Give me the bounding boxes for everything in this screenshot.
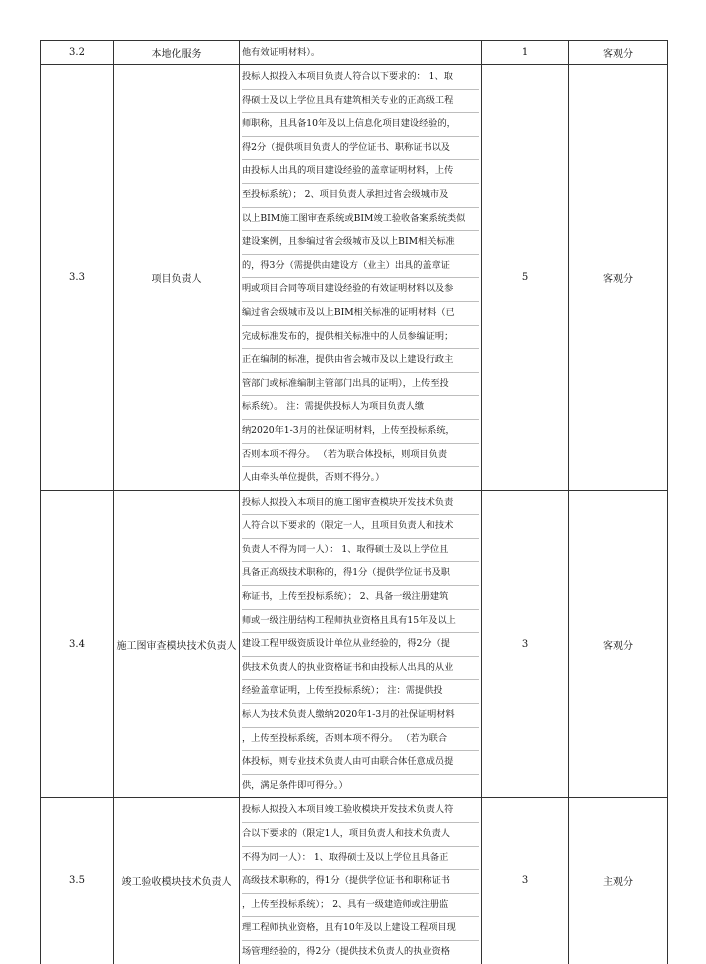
score-type: 客观分 xyxy=(569,41,668,65)
criteria-line: 不得为同一人）： 1、取得硕士及以上学位且具备正 xyxy=(242,847,479,871)
criteria-line: 场管理经验的，得2分（提供技术负责人的执业资格 xyxy=(242,945,450,957)
score-value: 3 xyxy=(482,490,569,798)
criteria-line: 师或一级注册结构工程师执业资格且具有15年及以上 xyxy=(242,610,479,634)
criteria-line: 投标人拟投入本项目的施工图审查模块开发技术负责 xyxy=(242,492,479,516)
criteria-line: 明或项目合同等项目建设经验的有效证明材料以及参 xyxy=(242,278,479,302)
table-row xyxy=(41,65,668,491)
item-number: 3.2 xyxy=(41,41,114,65)
criteria-cell xyxy=(240,798,482,964)
criteria-line: ，上传至投标系统）； 2、具有一级建造师或注册监 xyxy=(242,894,479,918)
criteria-line: 人由牵头单位提供，否则不得分。） xyxy=(242,472,385,484)
criteria-line: 投标人拟投入本项目负责人符合以下要求的： 1、取 xyxy=(242,66,479,90)
criteria-line: 合以下要求的（限定1人，项目负责人和技术负责人 xyxy=(242,823,479,847)
criteria-line: 他有效证明材料）。 xyxy=(242,47,321,58)
criteria-line: 称证书，上传至投标系统）； 2、具备一级注册建筑 xyxy=(242,586,479,610)
criteria-line: 建设案例，且参编过省会级城市及以上BIM相关标准 xyxy=(242,231,479,255)
criteria-line: 人符合以下要求的（限定一人，且项目负责人和技术 xyxy=(242,515,479,539)
item-name: 本地化服务 xyxy=(114,41,240,65)
table-row xyxy=(41,41,668,65)
criteria-line: 以上BIM施工图审查系统或BIM竣工验收备案系统类似 xyxy=(242,208,479,232)
criteria-line: 理工程师执业资格，且有10年及以上建设工程项目现 xyxy=(242,917,479,941)
item-name: 项目负责人 xyxy=(114,65,240,491)
criteria-line: 高级技术职称的，得1分（提供学位证书和职称证书 xyxy=(242,870,479,894)
criteria-line: 至投标系统）； 2、项目负责人承担过省会级城市及 xyxy=(242,184,479,208)
criteria-line: 否则本项不得分。 （若为联合体投标，则项目负责 xyxy=(242,444,479,468)
criteria-line: 供，满足条件即可得分。） xyxy=(242,779,348,791)
criteria-line: 体投标，则专业技术负责人由可由联合体任意成员提 xyxy=(242,751,479,775)
criteria-line: 管部门或标准编制主管部门出具的证明），上传至投 xyxy=(242,373,479,397)
criteria-line: 师职称，且具备10年及以上信息化项目建设经验的， xyxy=(242,113,479,137)
criteria-line: 得2分（提供项目负责人的学位证书、职称证书以及 xyxy=(242,137,479,161)
score-type: 主观分 xyxy=(569,798,668,964)
score-value: 3 xyxy=(482,798,569,964)
criteria-line: 投标人拟投入本项目竣工验收模块开发技术负责人符 xyxy=(242,799,479,823)
item-number: 3.3 xyxy=(41,65,114,491)
score-value: 1 xyxy=(482,41,569,65)
item-name: 竣工验收模块技术负责人 xyxy=(114,798,240,964)
score-value: 5 xyxy=(482,65,569,491)
criteria-line: 建设工程甲级资质设计单位从业经验的，得2分（提 xyxy=(242,633,479,657)
item-number: 3.4 xyxy=(41,490,114,798)
criteria-line: 编过省会级城市及以上BIM相关标准的证明材料（已 xyxy=(242,302,479,326)
item-name: 施工图审查模块技术负责人 xyxy=(114,490,240,798)
criteria-line: 的，得3分（需提供由建设方（业主）出具的盖章证 xyxy=(242,255,479,279)
criteria-cell xyxy=(240,490,482,798)
table-row xyxy=(41,798,668,964)
criteria-line: 完成标准发布的，提供相关标准中的人员参编证明； xyxy=(242,326,479,350)
table-row xyxy=(41,490,668,798)
criteria-line: 具备正高级技术职称的，得1分（提供学位证书及职 xyxy=(242,562,479,586)
criteria-cell xyxy=(240,65,482,491)
criteria-cell xyxy=(240,41,482,65)
scoring-table xyxy=(40,40,668,964)
criteria-line: 正在编制的标准，提供由省会城市及以上建设行政主 xyxy=(242,349,479,373)
criteria-line: 标人为技术负责人缴纳2020年1-3月的社保证明材料 xyxy=(242,704,479,728)
criteria-line: 由投标人出具的项目建设经验的盖章证明材料，上传 xyxy=(242,160,479,184)
score-type: 客观分 xyxy=(569,490,668,798)
criteria-line: 得硕士及以上学位且具有建筑相关专业的正高级工程 xyxy=(242,90,479,114)
score-type: 客观分 xyxy=(569,65,668,491)
criteria-line: 标系统）。 注：需提供投标人为项目负责人缴 xyxy=(242,396,479,420)
criteria-line: 纳2020年1-3月的社保证明材料，上传至投标系统， xyxy=(242,420,479,444)
criteria-line: 供技术负责人的执业资格证书和由投标人出具的从业 xyxy=(242,657,479,681)
item-number: 3.5 xyxy=(41,798,114,964)
criteria-line: 负责人不得为同一人）： 1、取得硕士及以上学位且 xyxy=(242,539,479,563)
criteria-line: ，上传至投标系统，否则本项不得分。 （若为联合 xyxy=(242,728,479,752)
criteria-line: 经验盖章证明，上传至投标系统）； 注：需提供投 xyxy=(242,680,479,704)
